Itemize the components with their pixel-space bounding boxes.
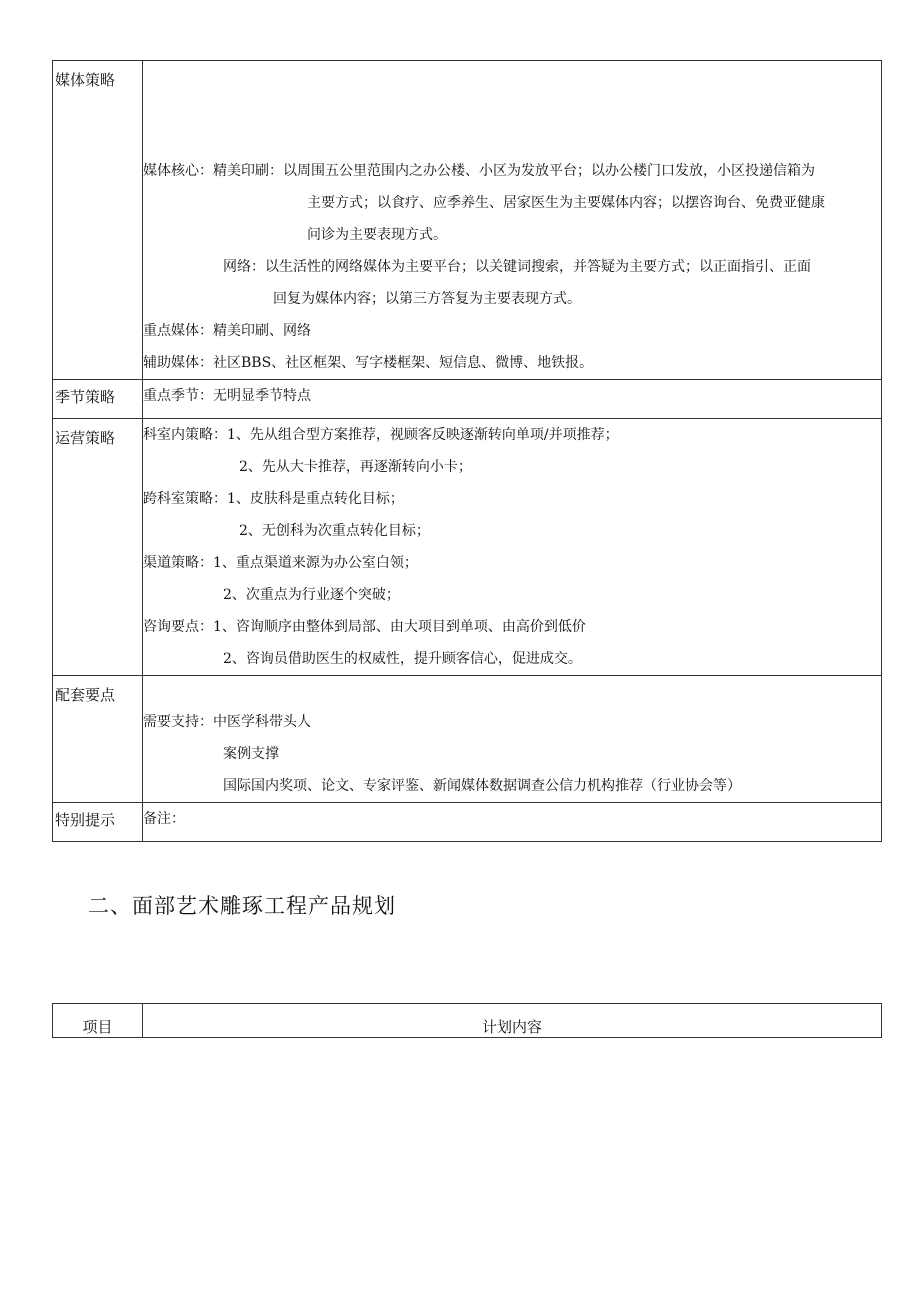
season-strategy-label: 季节策略: [53, 380, 143, 419]
media-strategy-row: [53, 61, 882, 380]
channel-strategy-1: 渠道策略：1、重点渠道来源为办公室白领；: [143, 555, 418, 571]
dept-strategy-1: 科室内策略：1、先从组合型方案推荐，视顾客反映逐渐转向单项/并项推荐；: [143, 427, 619, 443]
season-strategy-row: [53, 380, 882, 419]
media-network-line-1: 网络：以生活性的网络媒体为主要平台；以关键词搜索，并答疑为主要方式；以正面指引、正面: [223, 259, 811, 275]
special-note-row: [53, 803, 882, 842]
season-text: 重点季节：无明显季节特点: [143, 388, 311, 404]
dept-strategy-2: 2、先从大卡推荐，再逐渐转向小卡；: [239, 459, 472, 475]
media-key: 重点媒体：精美印刷、网络: [143, 323, 311, 339]
media-strategy-label: 媒体策略: [53, 61, 143, 380]
ops-strategy-label: 运营策略: [53, 419, 143, 676]
support-points-label: 配套要点: [53, 676, 143, 803]
remark-text: 备注：: [143, 811, 185, 827]
support-points-row: [53, 676, 882, 803]
plan-table-header: [53, 1004, 882, 1038]
media-core-line-2: 主要方式；以食疗、应季养生、居家医生为主要媒体内容；以摆咨询台、免费亚健康: [307, 195, 825, 211]
header-plan-content: 计划内容: [143, 1004, 882, 1038]
special-note-label: 特别提示: [53, 803, 143, 842]
section-title: 二、面部艺术雕琢工程产品规划: [88, 894, 396, 918]
ops-strategy-row: [53, 419, 882, 676]
support-need: 需要支持：中医学科带头人: [143, 714, 311, 730]
consult-point-1: 咨询要点：1、咨询顺序由整体到局部、由大项目到单项、由高价到低价: [143, 619, 586, 635]
support-case: 案例支撑: [223, 746, 279, 762]
media-network-line-2: 回复为媒体内容；以第三方答复为主要表现方式。: [273, 291, 581, 307]
channel-strategy-2: 2、次重点为行业逐个突破；: [223, 587, 400, 603]
strategy-table: [52, 60, 882, 842]
cross-dept-strategy-1: 跨科室策略：1、皮肤科是重点转化目标；: [143, 491, 404, 507]
cross-dept-strategy-2: 2、无创科为次重点转化目标；: [239, 523, 430, 539]
support-points-content: [143, 676, 882, 803]
special-note-content: [143, 803, 882, 842]
media-strategy-content: [143, 61, 882, 380]
support-awards: 国际国内奖项、论文、专家评鉴、新闻媒体数据调查公信力机构推荐（行业协会等）: [223, 778, 741, 794]
ops-strategy-content: [143, 419, 882, 676]
header-item: 项目: [53, 1004, 143, 1038]
consult-point-2: 2、咨询员借助医生的权威性，提升顾客信心，促进成交。: [223, 651, 582, 667]
media-aux: 辅助媒体：社区BBS、社区框架、写字楼框架、短信息、微博、地铁报。: [143, 355, 594, 371]
season-strategy-content: [143, 380, 882, 419]
media-core-line-3: 问诊为主要表现方式。: [307, 227, 447, 243]
plan-table: [52, 1003, 882, 1038]
media-core-line-1: 媒体核心：精美印刷：以周围五公里范围内之办公楼、小区为发放平台；以办公楼门口发放，小区投递信箱为: [143, 163, 815, 179]
